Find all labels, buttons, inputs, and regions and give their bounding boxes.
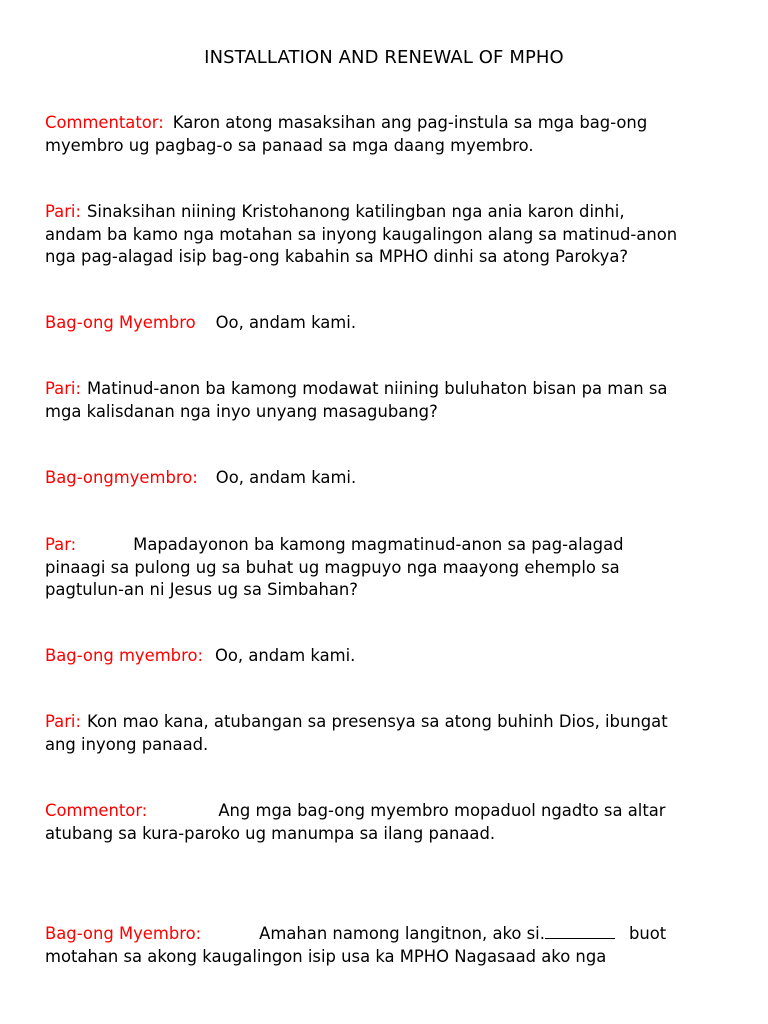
dialogue-text: Karon atong masaksihan ang pag-instula sa mga bag-ong — [172, 113, 648, 132]
dialogue-paragraph — [45, 201, 735, 269]
dialogue-text: Sinaksihan niining Kristohanong katilingban nga ania karon dinhi, — [87, 202, 625, 221]
speaker-label: Commentor: — [45, 801, 148, 820]
dialogue-line — [45, 800, 735, 823]
dialogue-line — [45, 534, 735, 557]
dialogue-line: ang inyong panaad. — [45, 734, 209, 754]
dialogue-paragraph — [45, 711, 735, 756]
dialogue-line: mga kalisdanan nga inyo unyang masagubang? — [45, 401, 438, 421]
speaker-label: Pari: — [45, 379, 82, 398]
speaker-label: Bag-ong Myembro — [45, 313, 196, 332]
dialogue-text: Kon mao kana, atubangan sa presensya sa atong buhinh Dios, ibungat — [87, 712, 668, 731]
dialogue-text: Matinud-anon ba kamong modawat niining buluhaton bisan pa man sa — [87, 379, 668, 398]
speaker-label: Bag-ongmyembro: — [45, 468, 198, 487]
speaker-label: Par: — [45, 535, 77, 554]
dialogue-line: andam ba kamo nga motahan sa inyong kaugalingon alang sa matinud-anon — [45, 224, 678, 244]
fill-in-blank — [545, 924, 615, 939]
dialogue-line: pinaagi sa pulong ug sa buhat ug magpuyo nga maayong ehemplo sa — [45, 557, 620, 577]
dialogue-line — [45, 378, 735, 401]
dialogue-text: Oo, andam kami. — [215, 468, 357, 487]
document-title: INSTALLATION AND RENEWAL OF MPHO — [204, 47, 564, 68]
dialogue-paragraph — [45, 800, 735, 845]
dialogue-line: myembro ug pagbag-o sa panaad sa mga daang myembro. — [45, 135, 534, 155]
dialogue-text: Amahan namong langitnon, ako si. — [259, 924, 545, 943]
dialogue-paragraph — [45, 378, 735, 423]
speaker-label: Bag-ong Myembro: — [45, 924, 202, 943]
dialogue-line — [45, 112, 735, 135]
dialogue-text: Oo, andam kami. — [215, 313, 357, 332]
speaker-label: Pari: — [45, 712, 82, 731]
dialogue-text: Oo, andam kami. — [215, 646, 356, 665]
dialogue-line — [45, 923, 735, 946]
dialogue-paragraph — [45, 645, 735, 668]
dialogue-line: atubang sa kura-paroko ug manumpa sa ilang panaad. — [45, 823, 496, 843]
dialogue-line — [45, 711, 735, 734]
dialogue-paragraph — [45, 312, 735, 335]
dialogue-text: buot — [628, 924, 667, 943]
speaker-label: Commentator: — [45, 113, 164, 132]
dialogue-line: motahan sa akong kaugalingon isip usa ka MPHO Nagasaad ako nga — [45, 946, 607, 966]
dialogue-paragraph — [45, 467, 735, 490]
dialogue-line — [45, 312, 735, 335]
speaker-label: Pari: — [45, 202, 82, 221]
dialogue-paragraph — [45, 534, 735, 602]
dialogue-line: pagtulun-an ni Jesus ug sa Simbahan? — [45, 580, 358, 599]
speaker-label: Bag-ong myembro: — [45, 646, 203, 665]
dialogue-line — [45, 201, 735, 224]
dialogue-text: Mapadayonon ba kamong magmatinud-anon sa pag-alagad — [133, 535, 624, 554]
dialogue-line — [45, 467, 735, 490]
dialogue-text: Ang mga bag-ong myembro mopaduol ngadto sa altar — [218, 801, 666, 820]
dialogue-line: nga pag-alagad isip bag-ong kabahin sa MPHO dinhi sa atong Parokya? — [45, 247, 629, 266]
dialogue-line — [45, 645, 735, 668]
dialogue-paragraph — [45, 923, 735, 968]
dialogue-paragraph — [45, 112, 735, 157]
